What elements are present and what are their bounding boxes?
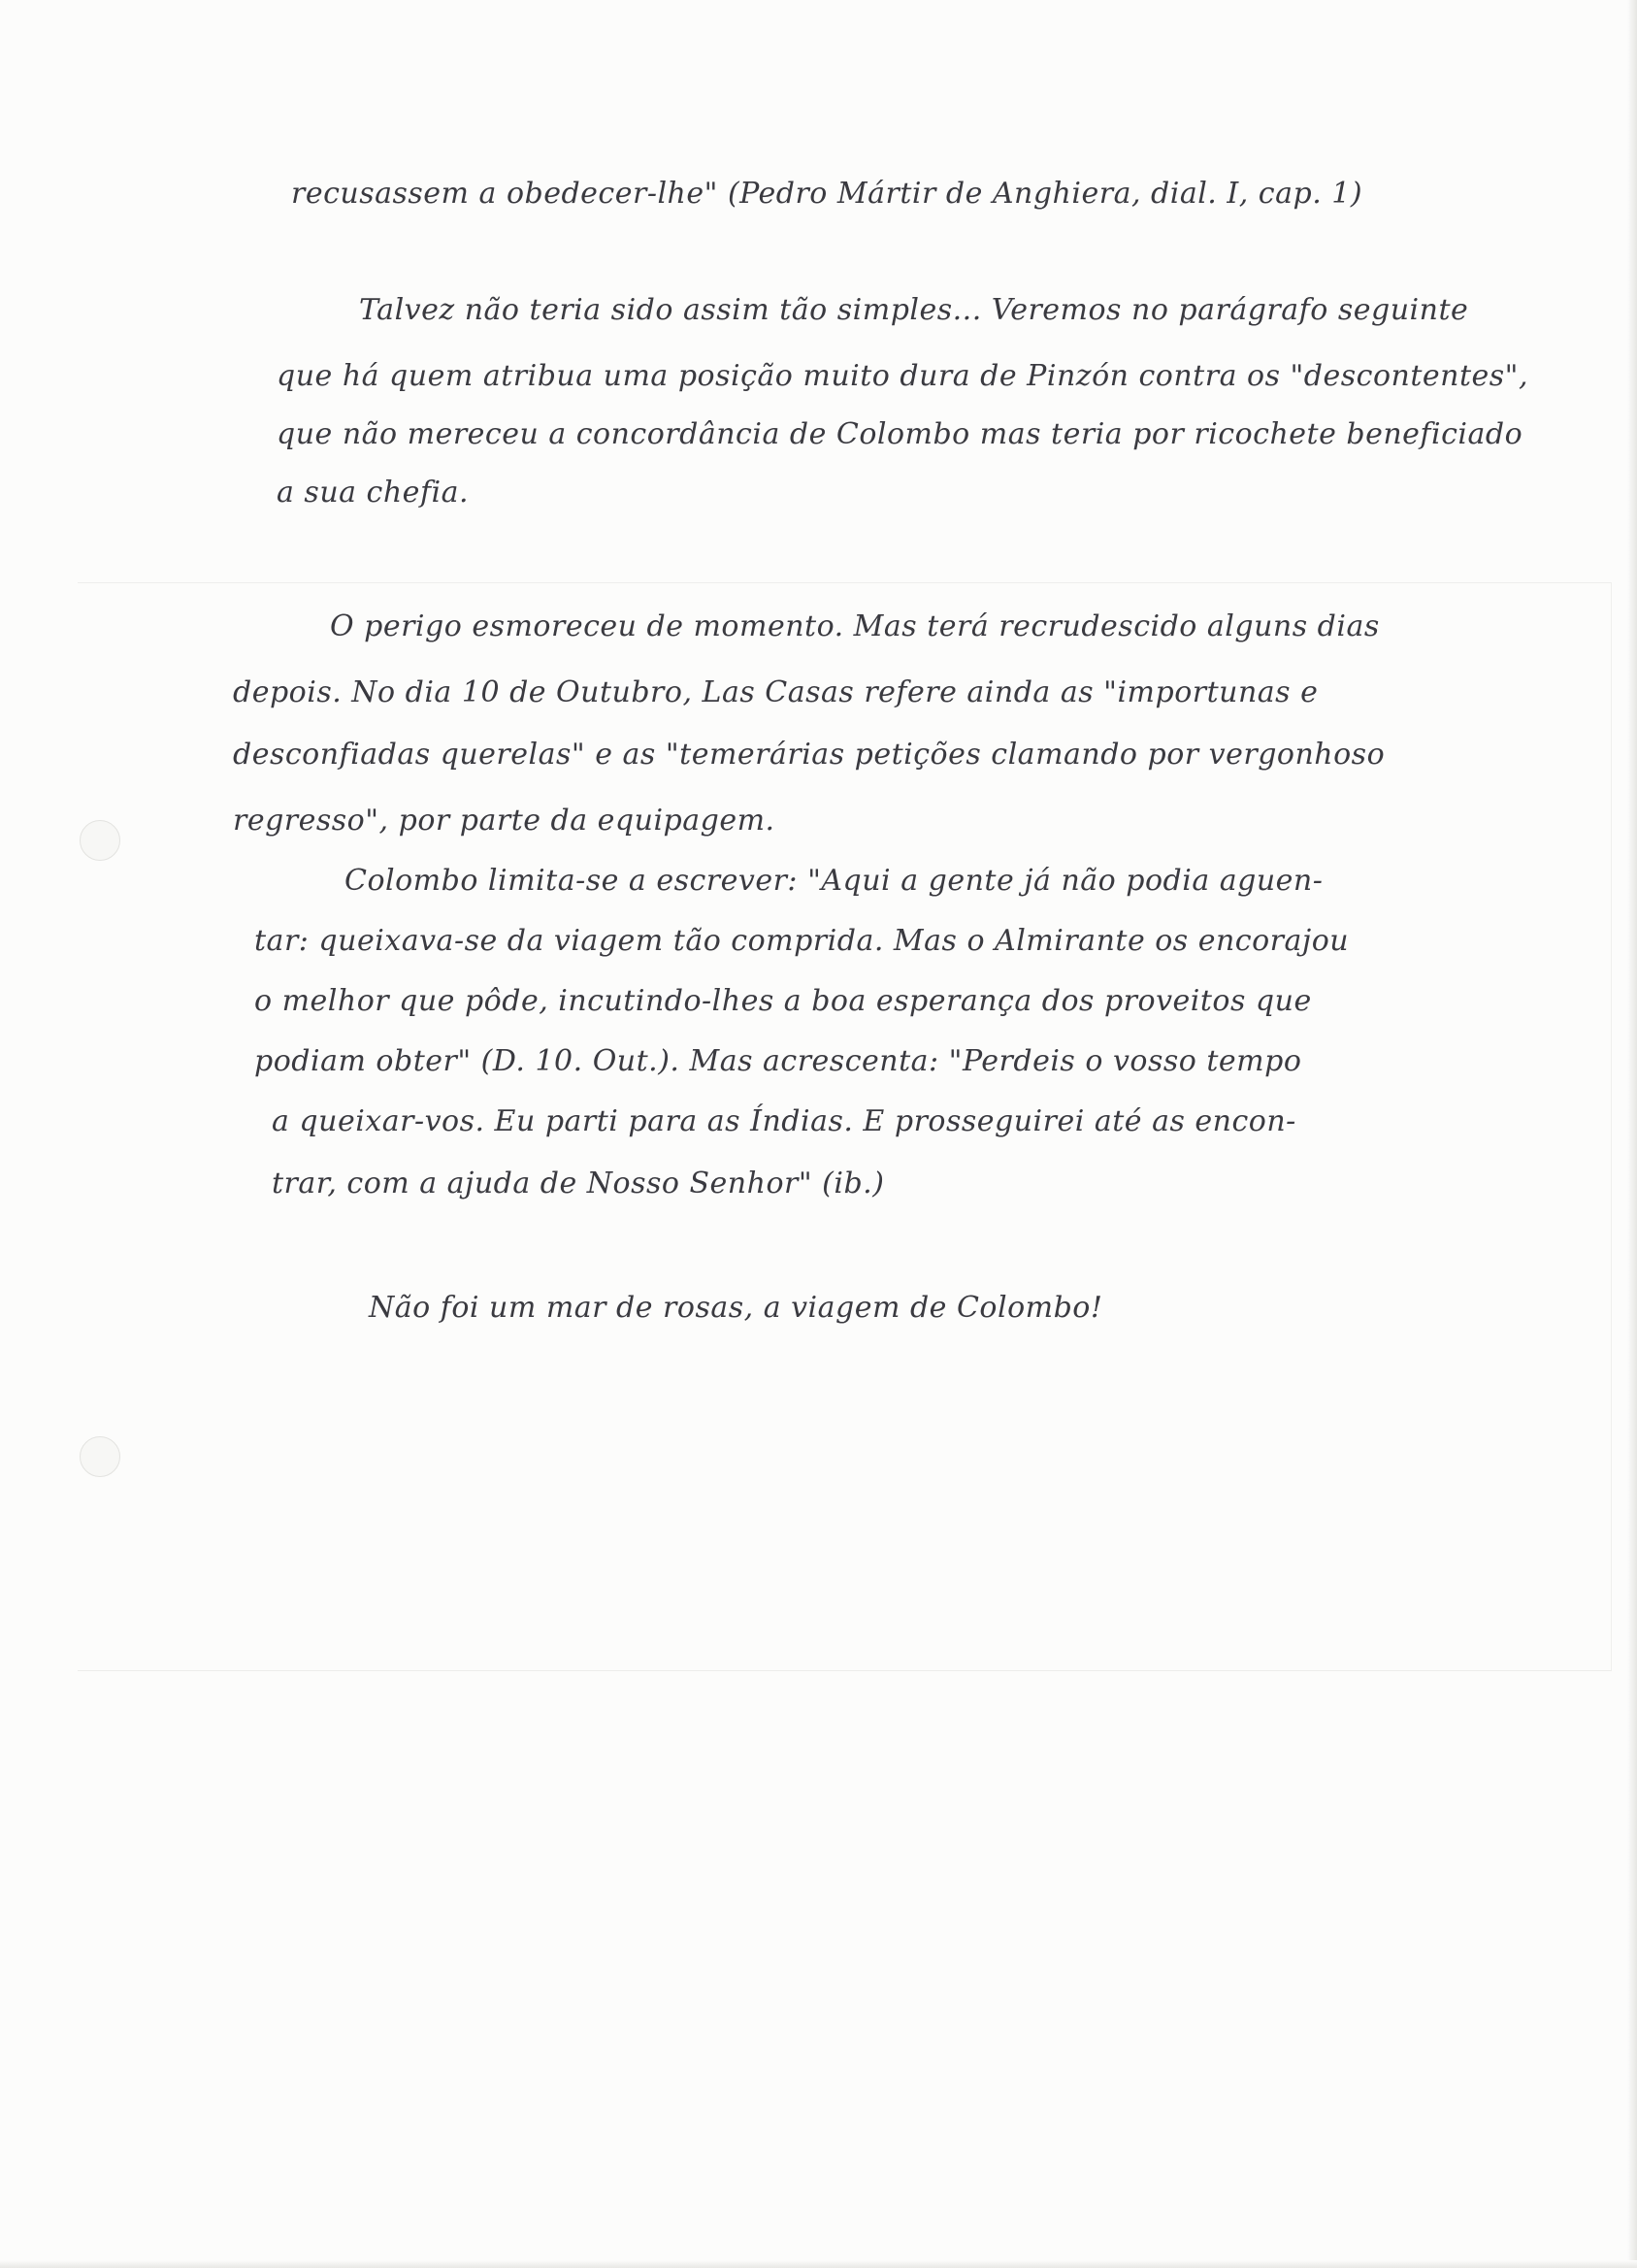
text-line: Colombo limita-se a escrever: "Aqui a gente já não podia aguen- — [344, 864, 1324, 898]
page-edge-shadow-bottom — [0, 2260, 1637, 2268]
page-edge-shadow — [1627, 0, 1637, 2268]
punch-hole — [80, 820, 120, 861]
text-line: que não mereceu a concordância de Colombo mas teria por ricochete beneficiado — [277, 417, 1523, 451]
text-line: podiam obter" (D. 10. Out.). Mas acrescenta: "Perdeis o vosso tempo — [254, 1044, 1302, 1078]
text-line: a queixar-vos. Eu parti para as Índias. E prosseguirei até as encon- — [272, 1104, 1296, 1138]
text-line: O perigo esmoreceu de momento. Mas terá recrudescido alguns dias — [330, 609, 1380, 643]
text-line: tar: queixava-se da viagem tão comprida. Mas o Almirante os encorajou — [254, 924, 1350, 958]
text-line: a sua chefia. — [277, 476, 470, 509]
punch-hole — [80, 1436, 120, 1477]
text-line: regresso", por parte da equipagem. — [233, 804, 775, 838]
text-line: o melhor que pôde, incutindo-lhes a boa esperança dos proveitos que — [254, 984, 1312, 1018]
text-line: trar, com a ajuda de Nosso Senhor" (ib.) — [272, 1167, 885, 1200]
text-line: recusassem a obedecer-lhe" (Pedro Mártir de Anghiera, dial. I, cap. 1) — [291, 177, 1363, 211]
text-line: depois. No dia 10 de Outubro, Las Casas refere ainda as "importunas e — [233, 675, 1319, 709]
text-line: Não foi um mar de rosas, a viagem de Colombo! — [369, 1291, 1103, 1325]
text-line: desconfiadas querelas" e as "temerárias petições clamando por vergonhoso — [233, 738, 1386, 772]
text-line: Talvez não teria sido assim tão simples... Veremos no parágrafo seguinte — [359, 293, 1469, 327]
text-line: que há quem atribua uma posição muito dura de Pinzón contra os "descontentes", — [277, 359, 1529, 393]
